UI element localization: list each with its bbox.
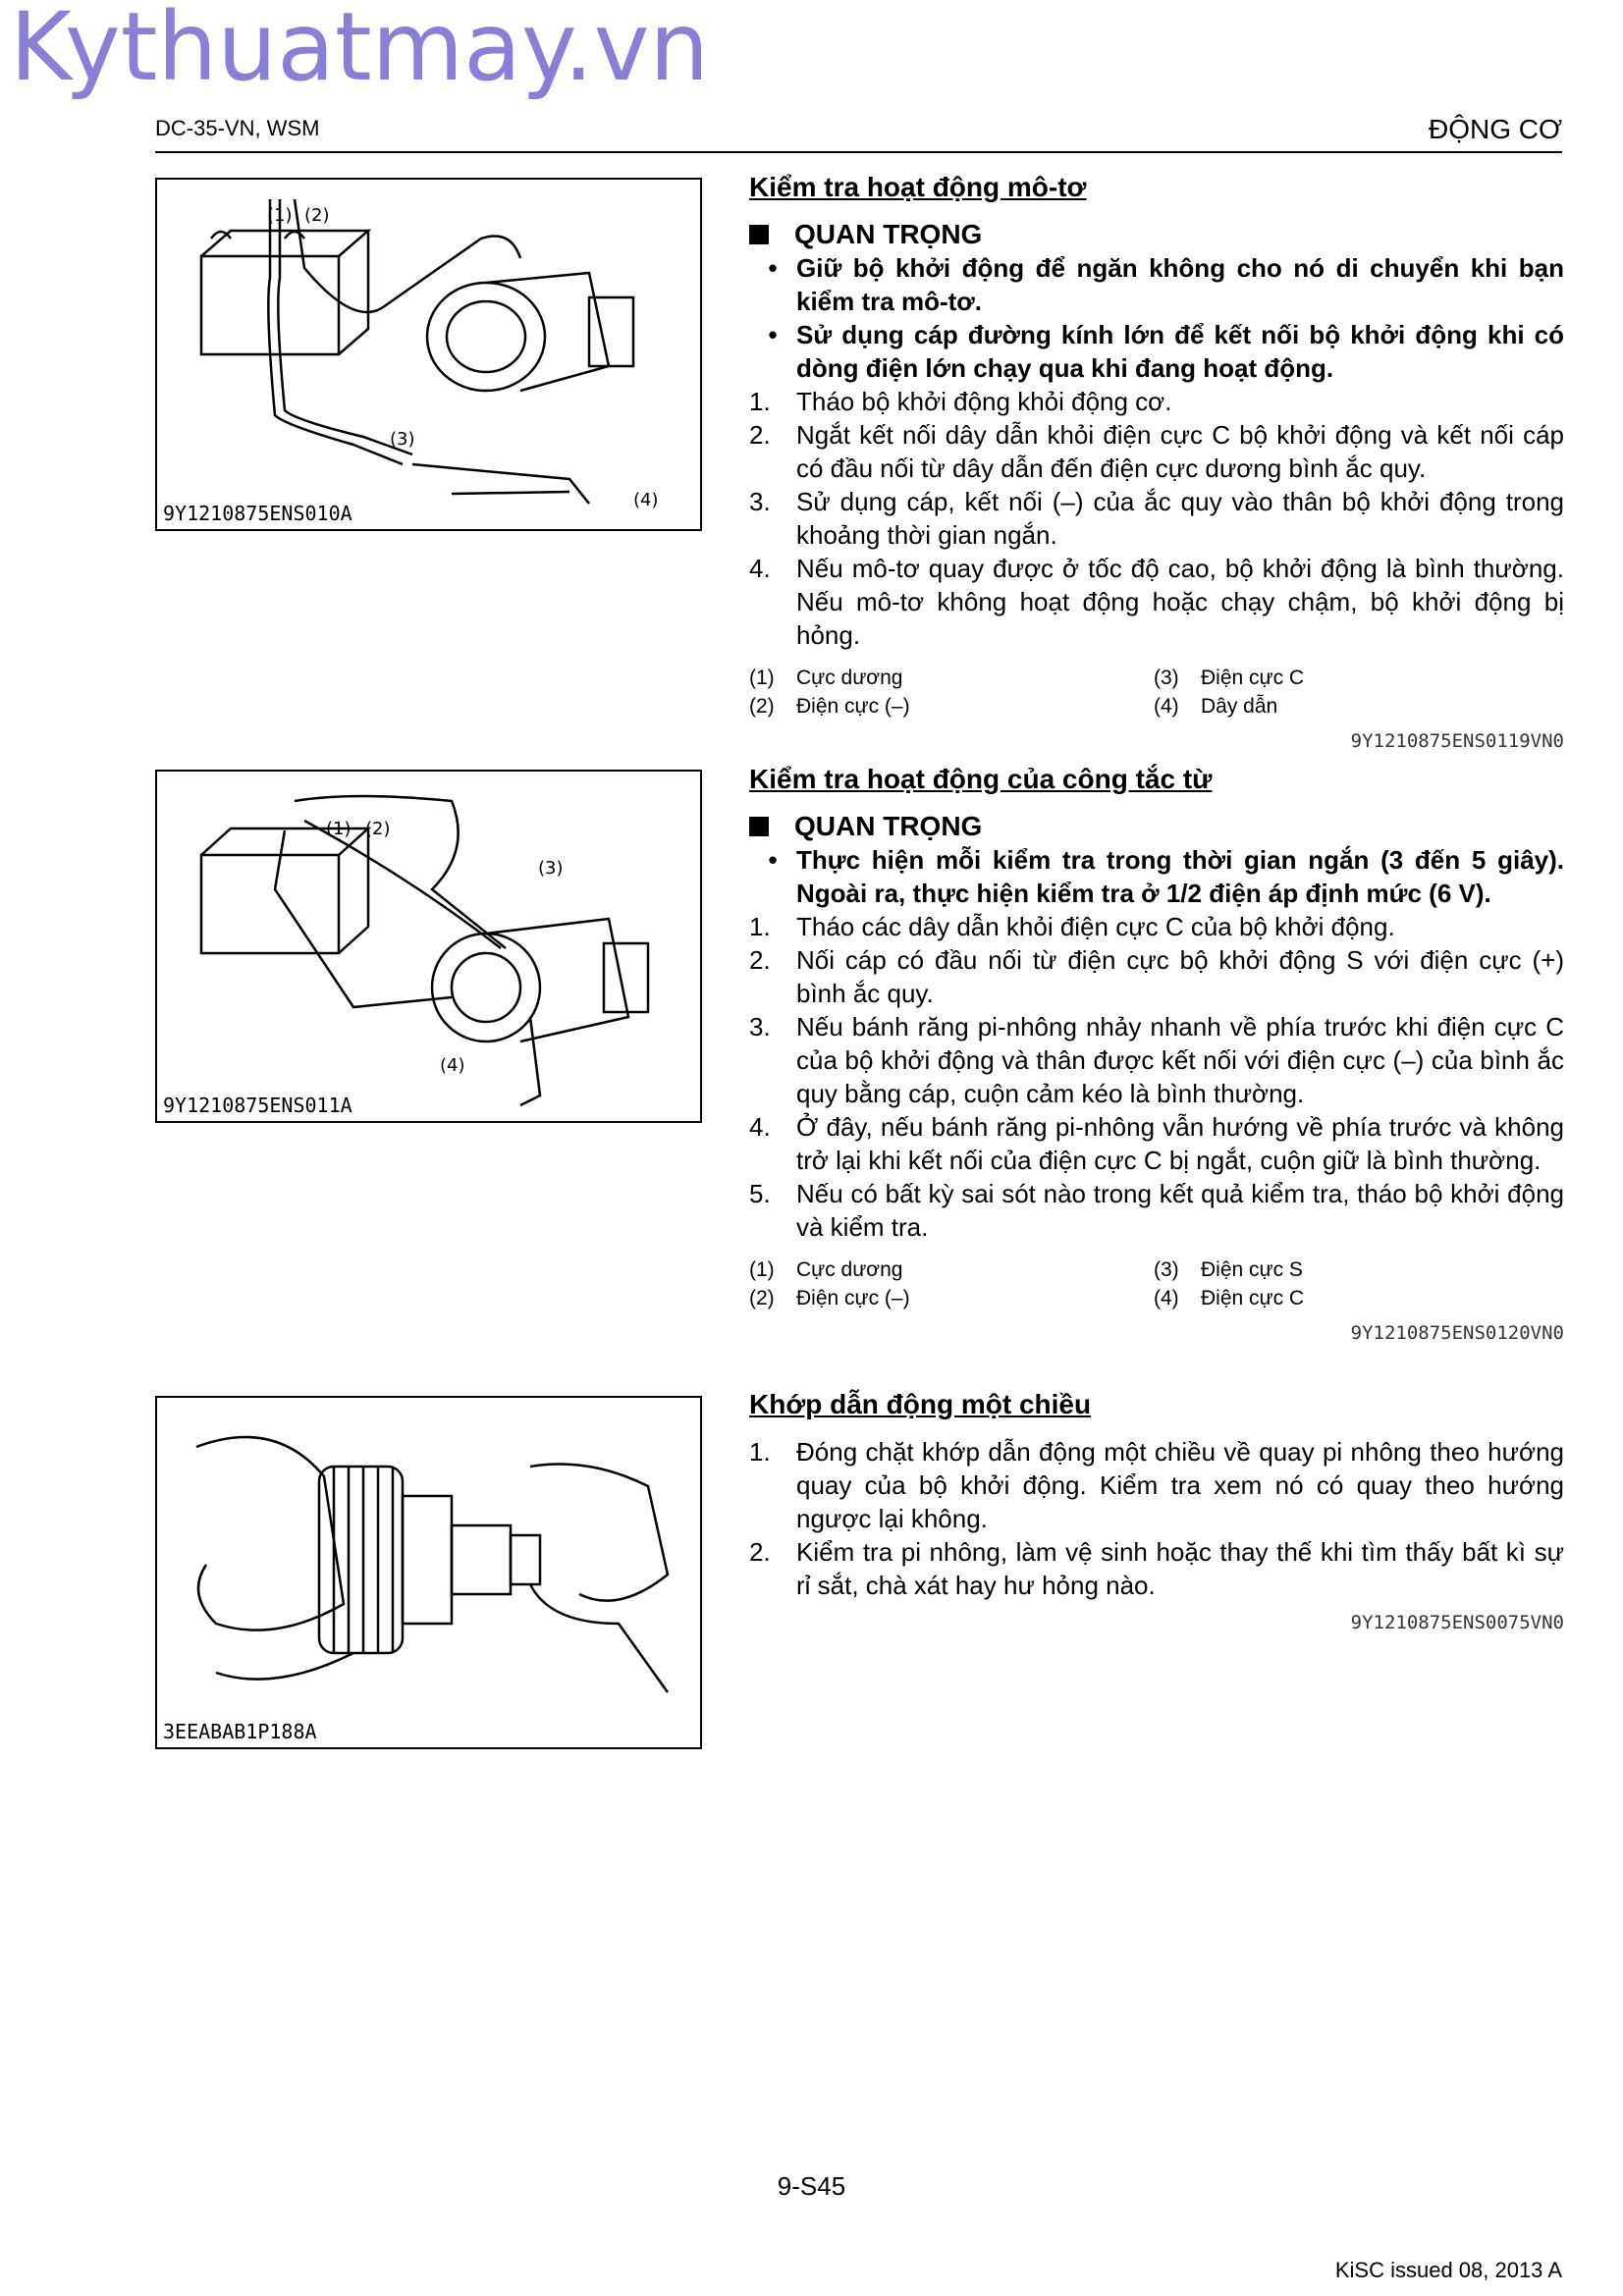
clutch-diagram xyxy=(157,1398,700,1747)
step-item: 2. Ngắt kết nối dây dẫn khỏi điện cực C bộ khởi động và kết nối cáp có đầu nối từ dây dẫn đến điện cực dương bình ắc quy. xyxy=(749,420,1564,483)
figure-legend xyxy=(749,664,1564,721)
step-item: 1. Tháo các dây dẫn khỏi điện cực C của bộ khởi động. xyxy=(749,912,1395,941)
step-item: 2. Kiểm tra pi nhông, làm vệ sinh hoặc thay thế khi tìm thấy bất kì sự rỉ sắt, chà xát hay hư hỏng nào. xyxy=(749,1537,1564,1600)
footer-issue: KiSC issued 08, 2013 A xyxy=(1334,2258,1562,2282)
figure-caption: 3EEABAB1P188A xyxy=(163,1720,317,1743)
section-title: Kiểm tra hoạt động mô-tơ xyxy=(749,172,1087,202)
step-item: 3. Nếu bánh răng pi-nhông nhảy nhanh về phía trước khi điện cực C của bộ khởi động và thân được kết nối với điện cực (–) của bình ắc quy bằng cáp, cuộn cảm kéo là bình thường. xyxy=(749,1012,1564,1108)
section-motor-test xyxy=(749,171,1564,758)
legend-item: (2) Điện cực (–) xyxy=(749,695,910,718)
section-overrunning-clutch xyxy=(749,1388,1564,1639)
figure-caption: 9Y1210875ENS010A xyxy=(163,502,352,525)
important-bullet: • Giữ bộ khởi động để ngăn không cho nó di chuyển khi bạn kiểm tra mô-tơ. xyxy=(768,253,1564,316)
important-bullet: • Sử dụng cáp đường kính lớn để kết nối bộ khởi động khi có dòng điện lớn chạy qua khi đang hoạt động. xyxy=(768,320,1564,383)
step-item: 1. Tháo bộ khởi động khỏi động cơ. xyxy=(749,387,1172,416)
step-item: 1. Đóng chặt khớp dẫn động một chiều về quay pi nhông theo hướng quay của bộ khởi động. Kiểm tra xem nó có quay theo hướng ngược lại không. xyxy=(749,1437,1564,1533)
fig1-label-2: (2) xyxy=(304,205,330,226)
fig1-label-4: (4) xyxy=(633,490,659,510)
section-title: Kiểm tra hoạt động của công tắc từ xyxy=(749,764,1213,794)
fig2-label-3: (3) xyxy=(538,858,564,879)
legend-item: (3) Điện cực S xyxy=(1154,1258,1303,1281)
header-rule xyxy=(155,151,1562,153)
header-left: DC-35-VN, WSM xyxy=(155,116,320,140)
important-bullet: • Thực hiện mỗi kiểm tra trong thời gian ngắn (3 đến 5 giây). Ngoài ra, thực hiện kiểm tra ở 1/2 điện áp định mức (6 V). xyxy=(768,845,1564,908)
step-item: 5. Nếu có bất kỳ sai sót nào trong kết quả kiểm tra, tháo bộ khởi động và kiểm tra. xyxy=(749,1179,1564,1242)
figure-magnetic-switch-test xyxy=(155,770,702,1123)
fig2-label-1: (1) xyxy=(326,819,352,839)
important-heading: QUAN TRỌNG xyxy=(749,218,1564,251)
reference-code: 9Y1210875ENS0119VN0 xyxy=(1350,730,1564,752)
figure-caption: 9Y1210875ENS011A xyxy=(163,1094,352,1117)
legend-item: (3) Điện cực C xyxy=(1154,667,1305,689)
switch-test-diagram xyxy=(157,772,700,1121)
step-item: 4. Nếu mô-tơ quay được ở tốc độ cao, bộ khởi động là bình thường. Nếu mô-tơ không hoạt động hoặc chạy chậm, bộ khởi động bị hỏng. xyxy=(749,554,1564,650)
figure-overrunning-clutch xyxy=(155,1396,702,1749)
legend-item: (4) Điện cực C xyxy=(1154,1287,1305,1309)
fig2-label-4: (4) xyxy=(440,1055,465,1076)
reference-code: 9Y1210875ENS0120VN0 xyxy=(1350,1322,1564,1344)
step-item: 4. Ở đây, nếu bánh răng pi-nhông vẫn hướng về phía trước và không trở lại khi kết nối của điện cực C bị ngắt, cuộn giữ là bình thường. xyxy=(749,1112,1564,1175)
header-right: ĐỘNG CƠ xyxy=(1428,114,1562,144)
figure-motor-test xyxy=(155,178,702,531)
legend-item: (1) Cực dương xyxy=(749,1258,903,1281)
reference-code: 9Y1210875ENS0075VN0 xyxy=(1350,1612,1564,1633)
step-item: 3. Sử dụng cáp, kết nối (–) của ắc quy vào thân bộ khởi động trong khoảng thời gian ngắn. xyxy=(749,487,1564,550)
motor-test-diagram xyxy=(157,180,700,529)
fig2-label-2: (2) xyxy=(365,819,391,839)
section-magnetic-switch-test xyxy=(749,763,1564,1350)
square-bullet-icon xyxy=(749,225,769,244)
important-heading: QUAN TRỌNG xyxy=(749,810,1564,843)
watermark-logo: Kythuatmay.vn xyxy=(10,0,710,102)
fig1-label-3: (3) xyxy=(390,429,415,450)
section-title: Khớp dẫn động một chiều xyxy=(749,1389,1092,1419)
figure-legend xyxy=(749,1255,1564,1312)
page-number: 9-S45 xyxy=(777,2171,846,2201)
legend-item: (1) Cực dương xyxy=(749,667,903,689)
square-bullet-icon xyxy=(749,817,769,836)
step-item: 2. Nối cáp có đầu nối từ điện cực bộ khởi động S với điện cực (+) bình ắc quy. xyxy=(749,945,1564,1008)
fig1-label-1: (1) xyxy=(267,205,293,226)
legend-item: (4) Dây dẫn xyxy=(1154,695,1278,718)
legend-item: (2) Điện cực (–) xyxy=(749,1287,910,1309)
